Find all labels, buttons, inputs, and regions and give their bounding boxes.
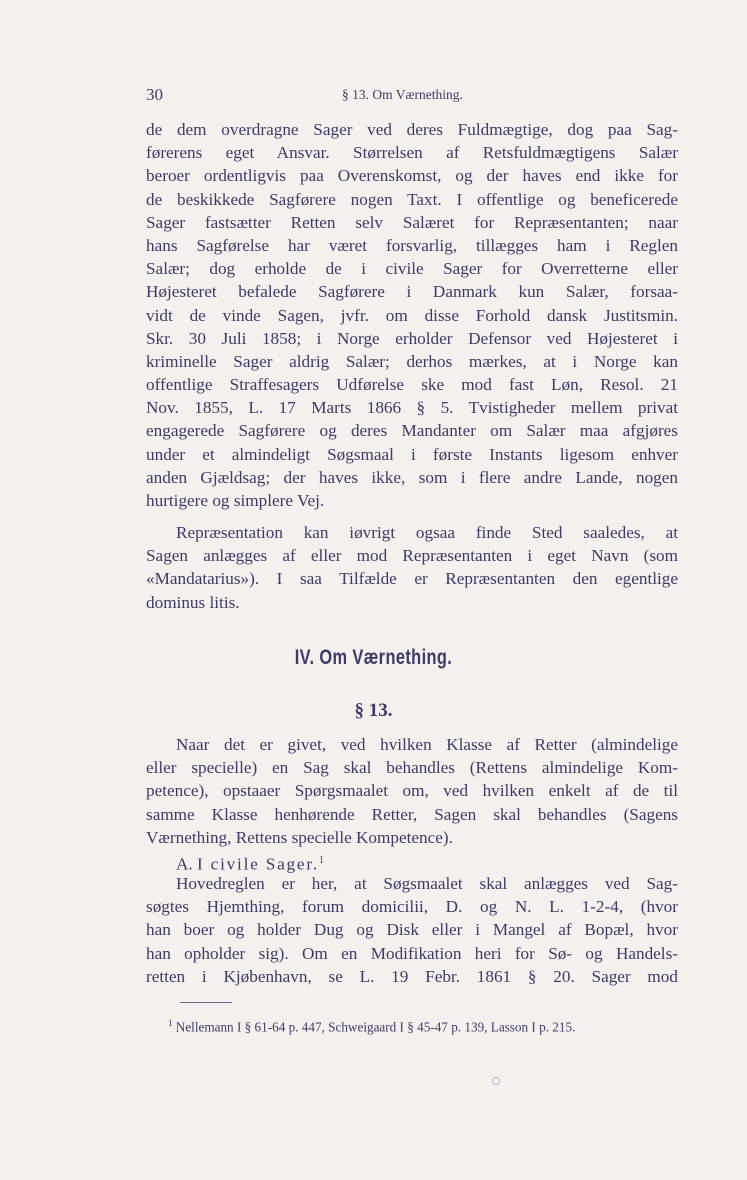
text-line: Nov. 1855, L. 17 Marts 1866 § 5. Tvistigheder mellem privat <box>146 398 678 418</box>
text-line: Salær; dog erholde de i civile Sager for Overretterne eller <box>146 259 678 279</box>
text-line: retten i Kjøbenhavn, se L. 19 Febr. 1861 § 20. Sager mod <box>146 966 678 986</box>
text-line: Højesteret befalede Sagførere i Danmark kun Salær, forsaa- <box>146 282 678 302</box>
text-line: Naar det er givet, ved hvilken Klasse af Retter (almindelige <box>176 735 678 754</box>
footnote-marker: 1 <box>168 1018 173 1028</box>
text-line: engagerede Sagførere og deres Mandanter om Salær maa afgjøres <box>146 421 678 441</box>
paragraph-venue <box>146 733 678 872</box>
text-line: vidt de vinde Sagen, jvfr. om disse Forhold dansk Justitsmin. <box>146 305 678 325</box>
text-line: Hovedreglen er her, at Søgsmaalet skal anlægges ved Sag- <box>176 874 678 893</box>
subsection-letter: A. <box>176 854 193 874</box>
printing-mark <box>492 1077 500 1085</box>
footnote-text: Nellemann I § 61-64 p. 447, Schweigaard I § 45-47 p. 139, Lasson I p. 215. <box>175 1019 576 1035</box>
subsection-title: I civile Sager. <box>197 854 319 874</box>
text-line: dominus litis. <box>146 592 240 612</box>
text-line: han boer og holder Dug og Disk eller i Mangel af Bopæl, hvor <box>146 920 678 940</box>
text-line: de dem overdragne Sager ved deres Fuldmægtige, dog paa Sag- <box>146 120 678 139</box>
text-line: petence), opstaaer Spørgsmaalet om, ved hvilken enkelt af de til <box>146 781 678 801</box>
paragraph-salary <box>146 118 678 512</box>
text-line: hans Sagførelse har været forsvarlig, tillægges ham i Reglen <box>146 235 678 255</box>
footnote-divider <box>180 1002 232 1003</box>
text-line: «Mandatarius»). I saa Tilfælde er Repræsentanten den egentlige <box>146 569 678 589</box>
text-line: søgtes Hjemthing, forum domicilii, D. og N. L. 1-2-4, (hvor <box>146 897 678 917</box>
footnote-reference: 1 <box>319 854 324 866</box>
text-line: samme Klasse henhørende Retter, Sagen skal behandles (Sagens <box>146 804 678 824</box>
paragraph-representation <box>146 521 678 614</box>
text-line: han opholder sig). Om en Modifikation heri for Sø- og Handels- <box>146 943 678 963</box>
text-line: hurtigere og simplere Vej. <box>146 491 325 510</box>
text-line: Sager fastsætter Retten selv Salæret for Repræsentanten; naar <box>146 212 678 232</box>
text-line: førerens eget Ansvar. Størrelsen af Retsfuldmægtigens Salær <box>146 143 678 163</box>
page-header <box>146 85 676 109</box>
text-line: beroer ordentligvis paa Overenskomst, og der haves end ikke for <box>146 166 678 186</box>
text-line: under et almindeligt Søgsmaal i første Instants ligesom enhver <box>146 444 678 464</box>
text-line: Skr. 30 Juli 1858; i Norge erholder Defensor ved Højesteret i <box>146 328 678 348</box>
section-heading: § 13. <box>354 700 393 721</box>
paragraph-main-rule <box>146 872 678 988</box>
running-title: § 13. Om Værnething. <box>342 87 463 102</box>
text-line: kriminelle Sager aldrig Salær; derhos mærkes, at i Norge kan <box>146 351 678 371</box>
text-line: offentlige Straffesagers Udførelse ske mod fast Løn, Resol. 21 <box>146 375 678 395</box>
text-line: anden Gjældsag; der haves ikke, som i flere andre Lande, nogen <box>146 467 678 487</box>
text-line: Repræsentation kan iøvrigt ogsaa finde Sted saaledes, at <box>176 523 678 542</box>
page-number: 30 <box>146 85 163 104</box>
text-line: Værnething, Rettens specielle Kompetence). <box>146 827 453 847</box>
text-line: eller specielle) en Sag skal behandles (Rettens almindelige Kom- <box>146 758 678 778</box>
chapter-title: IV. Om Værnething. <box>294 646 453 669</box>
text-line: Sagen anlægges af eller mod Repræsentanten i eget Navn (som <box>146 546 678 566</box>
text-line: de beskikkede Sagførere nogen Taxt. I offentlige og beneficerede <box>146 189 678 209</box>
subsection-heading <box>146 849 678 872</box>
footnote <box>168 1018 575 1035</box>
